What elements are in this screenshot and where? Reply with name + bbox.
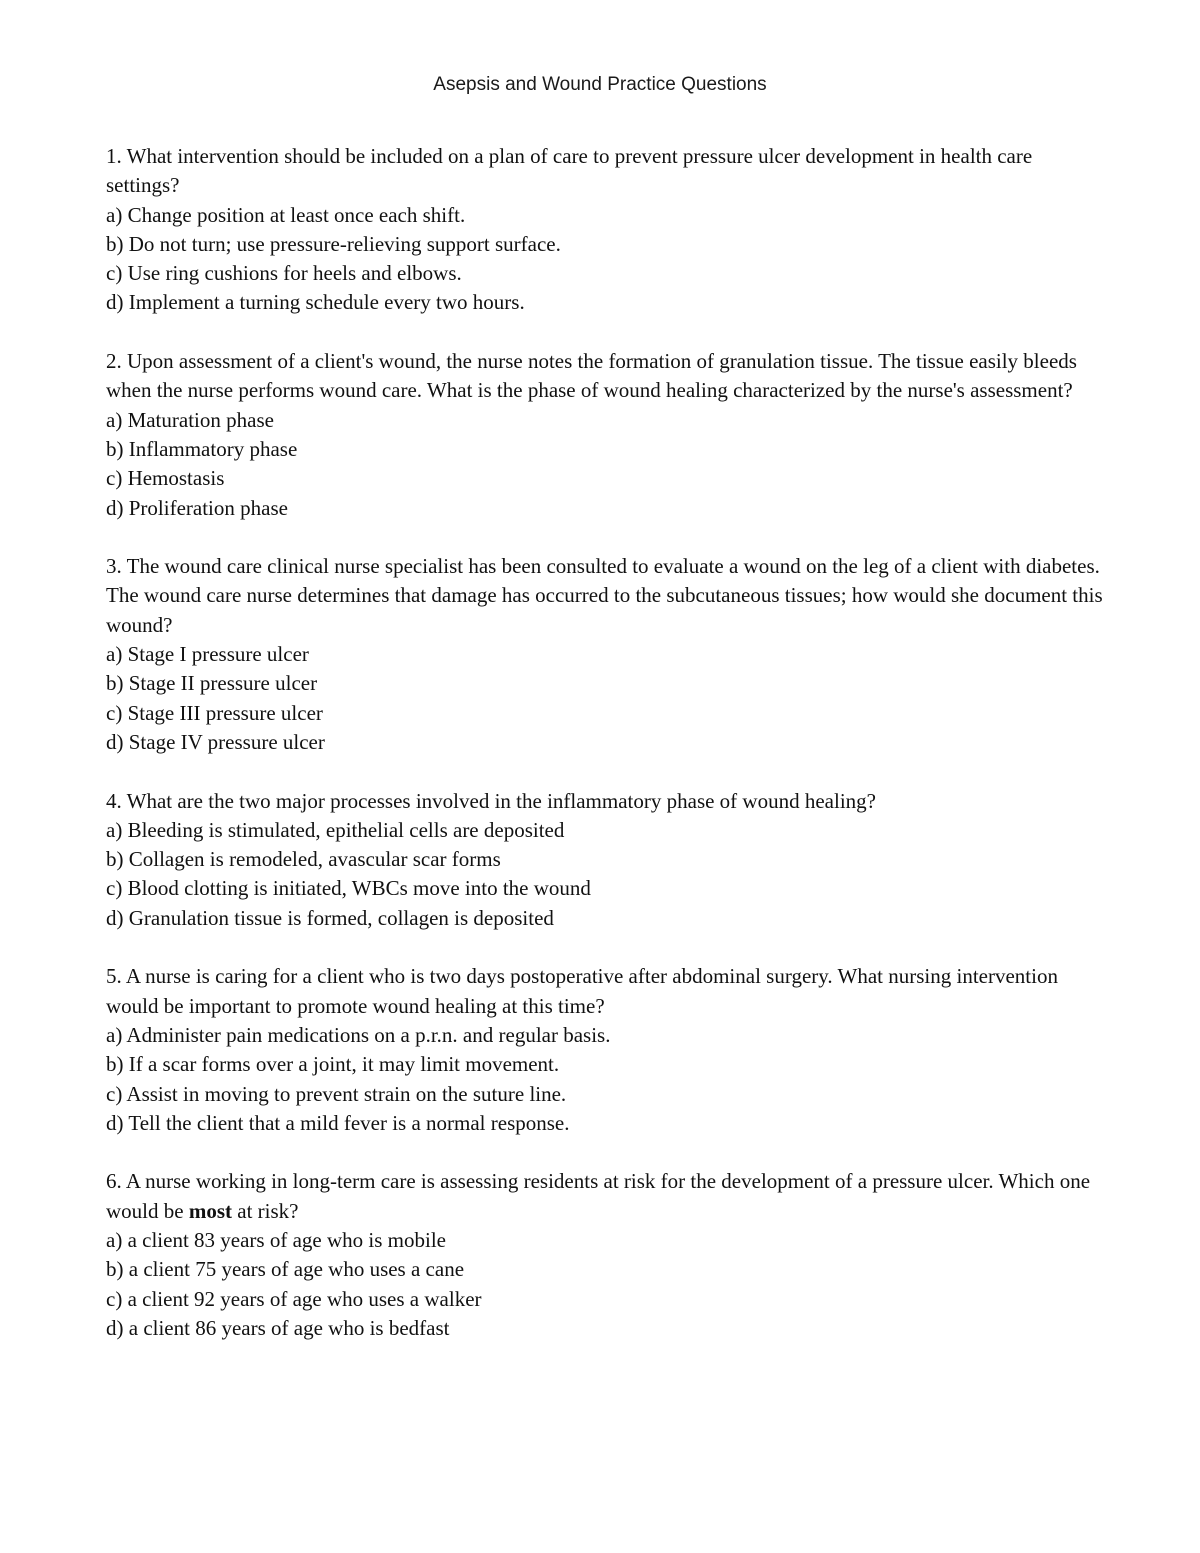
answer-option-b: b) Do not turn; use pressure-relieving support surface. <box>106 231 561 256</box>
answer-option-a: a) Change position at least once each shift. <box>106 202 466 227</box>
question-stem: 3. The wound care clinical nurse specialist has been consulted to evaluate a wound on the leg of a client with diabetes. The wound care nurse determines that damage has occurred to the subcutaneous tissues; how would she document this wound? <box>106 554 1103 637</box>
question-stem: 1. What intervention should be included on a plan of care to prevent pressure ulcer development in health care settings? <box>106 144 1033 198</box>
answer-option-a: a) Maturation phase <box>106 407 274 432</box>
question-stem-text: at risk? <box>232 1198 299 1223</box>
answer-option-a: a) Administer pain medications on a p.r.n. and regular basis. <box>106 1022 611 1047</box>
question-stem: 4. What are the two major processes involved in the inflammatory phase of wound healing? <box>106 788 876 813</box>
question-stem: 5. A nurse is caring for a client who is two days postoperative after abdominal surgery. What nursing intervention would be important to promote wound healing at this time? <box>106 964 1058 1018</box>
answer-option-c: c) a client 92 years of age who uses a walker <box>106 1286 482 1311</box>
answer-option-d: d) Implement a turning schedule every two hours. <box>106 290 525 315</box>
answer-option-b: b) Inflammatory phase <box>106 436 298 461</box>
question-stem-text: 6. A nurse working in long-term care is assessing residents at risk for the development of a pressure ulcer. Which one would be <box>106 1169 1091 1223</box>
answer-options <box>106 1226 1106 1343</box>
answer-options <box>106 1021 1106 1138</box>
answer-option-b: b) If a scar forms over a joint, it may limit movement. <box>106 1052 560 1077</box>
answer-option-b: b) Collagen is remodeled, avascular scar forms <box>106 847 501 872</box>
answer-options <box>106 201 1106 318</box>
answer-option-c: c) Blood clotting is initiated, WBCs move into the wound <box>106 876 591 901</box>
answer-option-c: c) Assist in moving to prevent strain on the suture line. <box>106 1081 567 1106</box>
question-stem <box>106 1167 1106 1226</box>
answer-options <box>106 640 1106 757</box>
answer-options <box>106 816 1106 933</box>
answer-option-b: b) Stage II pressure ulcer <box>106 671 318 696</box>
answer-option-c: c) Hemostasis <box>106 466 225 491</box>
answer-option-b: b) a client 75 years of age who uses a cane <box>106 1257 465 1282</box>
question-1 <box>106 142 1106 318</box>
answer-option-c: c) Stage III pressure ulcer <box>106 700 323 725</box>
question-stem: 2. Upon assessment of a client's wound, the nurse notes the formation of granulation tissue. The tissue easily bleeds when the nurse performs wound care. What is the phase of wound healing characterized by the nurse's assessment? <box>106 349 1077 403</box>
question-6 <box>106 1167 1106 1343</box>
answer-option-d: d) Granulation tissue is formed, collagen is deposited <box>106 905 554 930</box>
question-4 <box>106 787 1106 933</box>
answer-option-d: d) Stage IV pressure ulcer <box>106 729 325 754</box>
answer-option-d: d) Tell the client that a mild fever is a normal response. <box>106 1110 570 1135</box>
question-list <box>106 142 1106 1372</box>
question-3 <box>106 552 1106 757</box>
answer-option-d: d) Proliferation phase <box>106 495 288 520</box>
emphasis-word: most <box>188 1198 232 1223</box>
answer-option-c: c) Use ring cushions for heels and elbows. <box>106 261 462 286</box>
answer-option-a: a) Bleeding is stimulated, epithelial cells are deposited <box>106 817 565 842</box>
document-title: Asepsis and Wound Practice Questions <box>433 74 767 95</box>
question-2 <box>106 347 1106 523</box>
answer-option-a: a) a client 83 years of age who is mobile <box>106 1227 446 1252</box>
question-5 <box>106 962 1106 1138</box>
answer-options <box>106 406 1106 523</box>
answer-option-d: d) a client 86 years of age who is bedfast <box>106 1315 450 1340</box>
answer-option-a: a) Stage I pressure ulcer <box>106 642 309 667</box>
